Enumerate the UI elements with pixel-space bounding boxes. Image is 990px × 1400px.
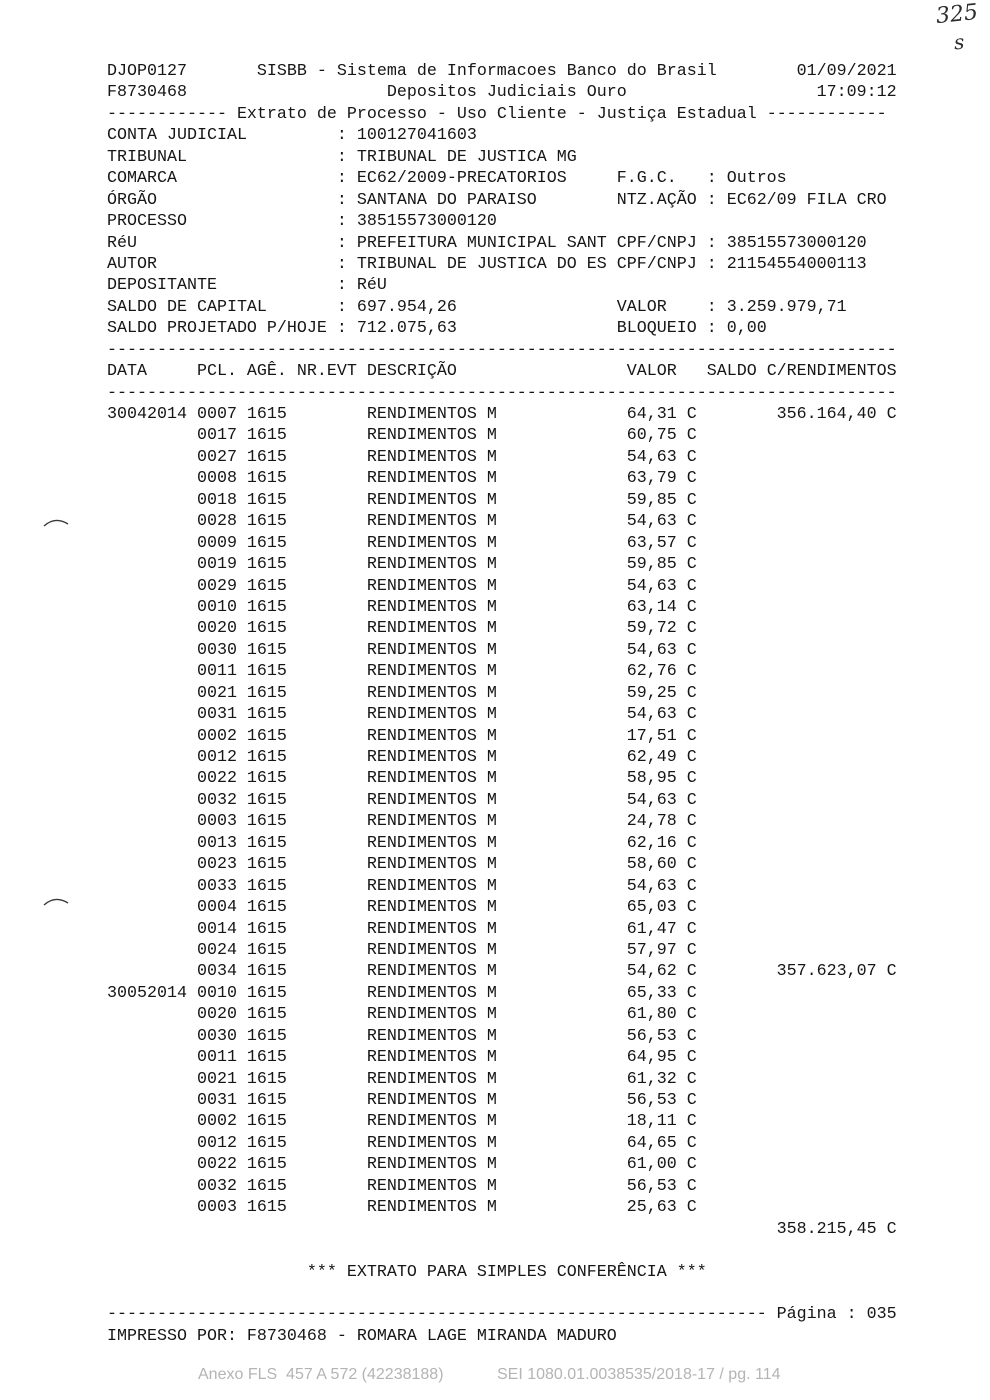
row-pcl: 0009 [196, 533, 237, 553]
row-value: 62,49 C [626, 748, 697, 767]
row-agency: 1615 [246, 1026, 287, 1046]
row-pcl: 0020 [196, 619, 237, 639]
row-agency: 1615 [246, 769, 287, 789]
row-pcl: 0031 [196, 1091, 237, 1110]
print-date: 01/09/2021 [796, 62, 897, 81]
table-row [107, 790, 917, 811]
field-value: 712.075,63 [356, 319, 457, 339]
field-colon: : [336, 297, 347, 317]
row-pcl: 0011 [196, 1048, 237, 1068]
table-header [107, 361, 917, 382]
program-id: DJOP0127 [107, 62, 187, 81]
row-pcl: 0013 [196, 833, 237, 853]
row-value: 62,16 C [626, 833, 697, 853]
row-value: 58,95 C [626, 769, 697, 789]
field-label: SALDO PROJETADO P/HOJE [107, 319, 327, 339]
row-pcl: 0024 [196, 940, 237, 960]
row-pcl: 0028 [196, 512, 237, 532]
row-pcl: 0029 [196, 576, 237, 596]
row-agency: 1615 [246, 1069, 287, 1089]
field-tribunal [107, 147, 917, 168]
row-agency: 1615 [246, 898, 287, 918]
row-balance: 356.164,40 C [776, 405, 897, 424]
row-agency: 1615 [246, 705, 287, 725]
row-value: 61,00 C [626, 1155, 697, 1175]
table-row [107, 1026, 917, 1047]
row-description: RENDIMENTOS M [366, 898, 497, 918]
table-row [107, 726, 917, 747]
section-title: ------------ Extrato de Processo - Uso Cliente - Justiça Estadual ------------ [107, 104, 887, 124]
closing-balance-line [107, 1219, 917, 1240]
row-pcl: 0002 [196, 726, 237, 746]
row-agency: 1615 [246, 512, 287, 532]
row-value: 59,25 C [626, 683, 697, 703]
print-time: 17:09:12 [816, 83, 897, 103]
row-pcl: 0021 [196, 683, 237, 703]
row-description: RENDIMENTOS M [366, 726, 497, 746]
row-value: 54,63 C [626, 576, 697, 596]
row-pcl: 0030 [196, 640, 237, 660]
table-row [107, 1090, 917, 1111]
table-row [107, 576, 917, 597]
header-line-system [107, 61, 917, 82]
row-agency: 1615 [246, 597, 287, 617]
row-value: 56,53 C [626, 1176, 697, 1196]
row-description: RENDIMENTOS M [366, 469, 497, 489]
row-pcl: 0021 [196, 1069, 237, 1089]
punch-hole-mark [42, 514, 70, 530]
row-value: 56,53 C [626, 1026, 697, 1046]
report-subtitle: Depositos Judiciais Ouro [386, 83, 627, 103]
row-description: RENDIMENTOS M [366, 1048, 497, 1068]
row-value: 25,63 C [626, 1198, 697, 1218]
row-agency: 1615 [246, 812, 287, 832]
row-agency: 1615 [246, 1048, 287, 1068]
table-row [107, 554, 917, 575]
field-label: PROCESSO [107, 212, 187, 232]
row-value: 65,03 C [626, 898, 697, 918]
field-label: CPF/CNPJ [616, 254, 697, 274]
field-comarca [107, 168, 917, 189]
row-pcl: 0008 [196, 469, 237, 489]
field-value: TRIBUNAL DE JUSTICA MG [356, 147, 577, 167]
field-label: CPF/CNPJ [616, 233, 697, 253]
field-label: COMARCA [107, 169, 177, 189]
table-row [107, 811, 917, 832]
header-line-subtitle [107, 82, 917, 103]
table-row [107, 768, 917, 789]
column-header-nr-evt: NR.EVT [296, 362, 357, 382]
row-agency: 1615 [246, 962, 287, 982]
field-colon: : [336, 254, 347, 274]
row-pcl: 0004 [196, 898, 237, 918]
notice-line [107, 1262, 917, 1283]
field-label: DEPOSITANTE [107, 276, 217, 296]
row-description: RENDIMENTOS M [366, 576, 497, 596]
row-description: RENDIMENTOS M [366, 1198, 497, 1218]
row-description: RENDIMENTOS M [366, 1133, 497, 1153]
closing-balance: 358.215,45 C [776, 1219, 897, 1239]
field-value: 21154554000113 [726, 254, 867, 274]
row-agency: 1615 [246, 876, 287, 896]
dash-rule: ------------------------------------------------------------------ [107, 1305, 767, 1325]
row-agency: 1615 [246, 1091, 287, 1110]
field-value: 697.954,26 [356, 297, 457, 317]
row-agency: 1615 [246, 469, 287, 489]
row-description: RENDIMENTOS M [366, 705, 497, 725]
field-value: 100127041603 [356, 126, 477, 146]
row-pcl: 0032 [196, 1176, 237, 1196]
field-colon: : [706, 297, 717, 317]
row-value: 59,85 C [626, 555, 697, 575]
table-row [107, 854, 917, 875]
field-label: F.G.C. [616, 169, 677, 189]
table-row [107, 1069, 917, 1090]
field-autor [107, 254, 917, 275]
field-label: SALDO DE CAPITAL [107, 297, 267, 317]
field-colon: : [336, 126, 347, 146]
row-value: 54,63 C [626, 876, 697, 896]
row-value: 64,95 C [626, 1048, 697, 1068]
row-pcl: 0023 [196, 855, 237, 875]
row-pcl: 0032 [196, 790, 237, 810]
field-value: TRIBUNAL DE JUSTICA DO ES [356, 254, 607, 274]
table-row [107, 704, 917, 725]
row-agency: 1615 [246, 490, 287, 510]
section-title-line [107, 104, 917, 125]
row-description: RENDIMENTOS M [366, 1091, 497, 1110]
row-description: RENDIMENTOS M [366, 1112, 497, 1132]
row-value: 61,47 C [626, 919, 697, 939]
punch-hole-mark [42, 893, 70, 909]
row-description: RENDIMENTOS M [366, 533, 497, 553]
row-description: RENDIMENTOS M [366, 597, 497, 617]
printed-by-line [107, 1326, 917, 1347]
row-agency: 1615 [246, 833, 287, 853]
field-value: PREFEITURA MUNICIPAL SANT [356, 233, 607, 253]
row-agency: 1615 [246, 1176, 287, 1196]
row-description: RENDIMENTOS M [366, 962, 497, 982]
row-pcl: 0003 [196, 1198, 237, 1218]
field-colon: : [706, 169, 717, 189]
row-agency: 1615 [246, 662, 287, 682]
field-label: AUTOR [107, 254, 157, 274]
row-value: 54,63 C [626, 512, 697, 532]
field-colon: : [706, 254, 717, 274]
field-label: RéU [107, 233, 137, 253]
row-value: 61,32 C [626, 1069, 697, 1089]
statement-printout [107, 61, 917, 1347]
row-value: 54,62 C [626, 962, 697, 982]
column-header-date: DATA [107, 362, 147, 382]
field-colon: : [336, 212, 347, 232]
table-row [107, 425, 917, 446]
row-value: 63,57 C [626, 533, 697, 553]
column-header-value: VALOR [626, 362, 677, 382]
table-row [107, 618, 917, 639]
row-value: 58,60 C [626, 855, 697, 875]
row-description: RENDIMENTOS M [366, 1155, 497, 1175]
row-pcl: 0031 [196, 705, 237, 725]
table-row [107, 597, 917, 618]
row-pcl: 0022 [196, 1155, 237, 1175]
row-date: 30042014 [107, 405, 187, 424]
row-description: RENDIMENTOS M [366, 769, 497, 789]
row-pcl: 0033 [196, 876, 237, 896]
row-date: 30052014 [107, 983, 187, 1003]
handwritten-initial: s [953, 29, 966, 55]
row-value: 54,63 C [626, 705, 697, 725]
table-row [107, 983, 917, 1004]
row-agency: 1615 [246, 1005, 287, 1025]
row-pcl: 0012 [196, 1133, 237, 1153]
row-value: 17,51 C [626, 726, 697, 746]
row-description: RENDIMENTOS M [366, 512, 497, 532]
row-description: RENDIMENTOS M [366, 555, 497, 575]
table-row [107, 1111, 917, 1132]
separator-line [107, 340, 917, 361]
row-value: 54,63 C [626, 640, 697, 660]
row-value: 61,80 C [626, 1005, 697, 1025]
field-conta-judicial [107, 125, 917, 146]
row-agency: 1615 [246, 1133, 287, 1153]
blank-line [107, 1240, 917, 1261]
table-row [107, 490, 917, 511]
row-pcl: 0010 [196, 983, 237, 1003]
row-value: 60,75 C [626, 426, 697, 446]
row-description: RENDIMENTOS M [366, 447, 497, 467]
row-pcl: 0027 [196, 447, 237, 467]
row-description: RENDIMENTOS M [366, 983, 497, 1003]
row-agency: 1615 [246, 726, 287, 746]
table-row [107, 833, 917, 854]
field-orgao [107, 190, 917, 211]
row-description: RENDIMENTOS M [366, 619, 497, 639]
table-row [107, 640, 917, 661]
row-description: RENDIMENTOS M [366, 1005, 497, 1025]
table-row [107, 404, 917, 425]
table-row [107, 897, 917, 918]
row-agency: 1615 [246, 619, 287, 639]
field-colon: : [336, 233, 347, 253]
field-value: 38515573000120 [726, 233, 867, 253]
transaction-rows [107, 404, 917, 1219]
row-description: RENDIMENTOS M [366, 662, 497, 682]
row-pcl: 0020 [196, 1005, 237, 1025]
row-agency: 1615 [246, 1198, 287, 1218]
row-agency: 1615 [246, 1112, 287, 1132]
row-description: RENDIMENTOS M [366, 490, 497, 510]
field-colon: : [336, 319, 347, 339]
row-description: RENDIMENTOS M [366, 1026, 497, 1046]
system-title: SISBB - Sistema de Informacoes Banco do Brasil [256, 62, 717, 81]
row-agency: 1615 [246, 533, 287, 553]
field-colon: : [706, 233, 717, 253]
field-colon: : [336, 276, 347, 296]
row-balance: 357.623,07 C [776, 962, 897, 982]
handwritten-folio-number: 325 [934, 0, 980, 30]
table-row [107, 940, 917, 961]
column-header-pcl: PCL. [196, 362, 237, 382]
table-row [107, 1176, 917, 1197]
field-label: BLOQUEIO [616, 319, 697, 339]
row-pcl: 0003 [196, 812, 237, 832]
row-description: RENDIMENTOS M [366, 855, 497, 875]
table-row [107, 533, 917, 554]
table-row [107, 1133, 917, 1154]
row-description: RENDIMENTOS M [366, 812, 497, 832]
field-label: CONTA JUDICIAL [107, 126, 247, 146]
table-row [107, 447, 917, 468]
field-label: VALOR [616, 297, 667, 317]
table-row [107, 511, 917, 532]
user-id: F8730468 [107, 83, 187, 103]
table-row [107, 747, 917, 768]
field-value: EC62/09 FILA CRO [726, 190, 887, 210]
row-agency: 1615 [246, 1155, 287, 1175]
row-value: 54,63 C [626, 790, 697, 810]
row-value: 65,33 C [626, 983, 697, 1003]
table-row [107, 919, 917, 940]
field-value: RéU [356, 276, 387, 296]
row-description: RENDIMENTOS M [366, 1069, 497, 1089]
row-description: RENDIMENTOS M [366, 748, 497, 767]
row-agency: 1615 [246, 855, 287, 875]
row-agency: 1615 [246, 790, 287, 810]
row-pcl: 0019 [196, 555, 237, 575]
column-header-agency: AGÊ. [246, 362, 287, 382]
row-pcl: 0018 [196, 490, 237, 510]
table-row [107, 683, 917, 704]
field-processo [107, 211, 917, 232]
table-row [107, 876, 917, 897]
field-value: 0,00 [726, 319, 767, 339]
field-value: Outros [726, 169, 787, 189]
row-agency: 1615 [246, 576, 287, 596]
row-agency: 1615 [246, 447, 287, 467]
table-row [107, 1154, 917, 1175]
row-agency: 1615 [246, 683, 287, 703]
row-agency: 1615 [246, 405, 287, 424]
table-row [107, 961, 917, 982]
field-saldo-projetado [107, 318, 917, 339]
separator-line [107, 383, 917, 404]
column-header-description: DESCRIÇÃO [366, 362, 457, 382]
row-description: RENDIMENTOS M [366, 790, 497, 810]
field-colon: : [336, 169, 347, 189]
dash-rule: ------------------------------------------------------------------------------- [107, 383, 897, 403]
row-value: 59,72 C [626, 619, 697, 639]
field-colon: : [336, 190, 347, 210]
row-description: RENDIMENTOS M [366, 426, 497, 446]
field-reu [107, 233, 917, 254]
page-number: Página : 035 [776, 1305, 897, 1325]
row-pcl: 0002 [196, 1112, 237, 1132]
row-value: 63,14 C [626, 597, 697, 617]
field-value: SANTANA DO PARAISO [356, 190, 537, 210]
table-row [107, 1047, 917, 1068]
table-row [107, 1004, 917, 1025]
field-depositante [107, 275, 917, 296]
sei-reference: SEI 1080.01.0038535/2018-17 / pg. 114 [497, 1366, 781, 1383]
row-description: RENDIMENTOS M [366, 683, 497, 703]
row-value: 24,78 C [626, 812, 697, 832]
table-row [107, 1197, 917, 1218]
field-label: ÓRGÃO [107, 190, 157, 210]
row-description: RENDIMENTOS M [366, 640, 497, 660]
row-value: 54,63 C [626, 447, 697, 467]
annex-reference: Anexo FLS 457 A 572 (42238188) [198, 1366, 444, 1383]
row-pcl: 0007 [196, 405, 237, 424]
table-row [107, 661, 917, 682]
row-agency: 1615 [246, 426, 287, 446]
row-value: 57,97 C [626, 940, 697, 960]
row-pcl: 0014 [196, 919, 237, 939]
dash-rule: ------------------------------------------------------------------------------- [107, 340, 897, 360]
field-label: TRIBUNAL [107, 147, 187, 167]
row-value: 62,76 C [626, 662, 697, 682]
row-agency: 1615 [246, 983, 287, 1003]
field-value: EC62/2009-PRECATORIOS [356, 169, 567, 189]
row-agency: 1615 [246, 940, 287, 960]
row-agency: 1615 [246, 919, 287, 939]
row-value: 59,85 C [626, 490, 697, 510]
row-description: RENDIMENTOS M [366, 876, 497, 896]
row-pcl: 0030 [196, 1026, 237, 1046]
field-colon: : [706, 190, 717, 210]
row-pcl: 0011 [196, 662, 237, 682]
footer-rule-line [107, 1304, 917, 1325]
row-value: 18,11 C [626, 1112, 697, 1132]
field-colon: : [336, 147, 347, 167]
row-description: RENDIMENTOS M [366, 940, 497, 960]
conference-notice: *** EXTRATO PARA SIMPLES CONFERÊNCIA *** [306, 1262, 707, 1282]
row-description: RENDIMENTOS M [366, 405, 497, 424]
field-saldo-capital [107, 297, 917, 318]
column-header-balance: SALDO C/RENDIMENTOS [706, 362, 897, 382]
field-colon: : [706, 319, 717, 339]
table-row [107, 468, 917, 489]
row-pcl: 0017 [196, 426, 237, 446]
row-description: RENDIMENTOS M [366, 833, 497, 853]
field-label: NTZ.AÇÃO [616, 190, 697, 210]
row-agency: 1615 [246, 640, 287, 660]
row-description: RENDIMENTOS M [366, 919, 497, 939]
row-agency: 1615 [246, 555, 287, 575]
row-value: 56,53 C [626, 1091, 697, 1110]
blank-line [107, 1283, 917, 1304]
row-value: 64,31 C [626, 405, 697, 424]
row-pcl: 0012 [196, 748, 237, 767]
row-pcl: 0022 [196, 769, 237, 789]
field-value: 38515573000120 [356, 212, 497, 232]
row-value: 64,65 C [626, 1133, 697, 1153]
field-value: 3.259.979,71 [726, 297, 847, 317]
row-agency: 1615 [246, 748, 287, 767]
row-value: 63,79 C [626, 469, 697, 489]
row-pcl: 0010 [196, 597, 237, 617]
row-description: RENDIMENTOS M [366, 1176, 497, 1196]
row-pcl: 0034 [196, 962, 237, 982]
printed-by: IMPRESSO POR: F8730468 - ROMARA LAGE MIRANDA MADURO [107, 1326, 617, 1346]
